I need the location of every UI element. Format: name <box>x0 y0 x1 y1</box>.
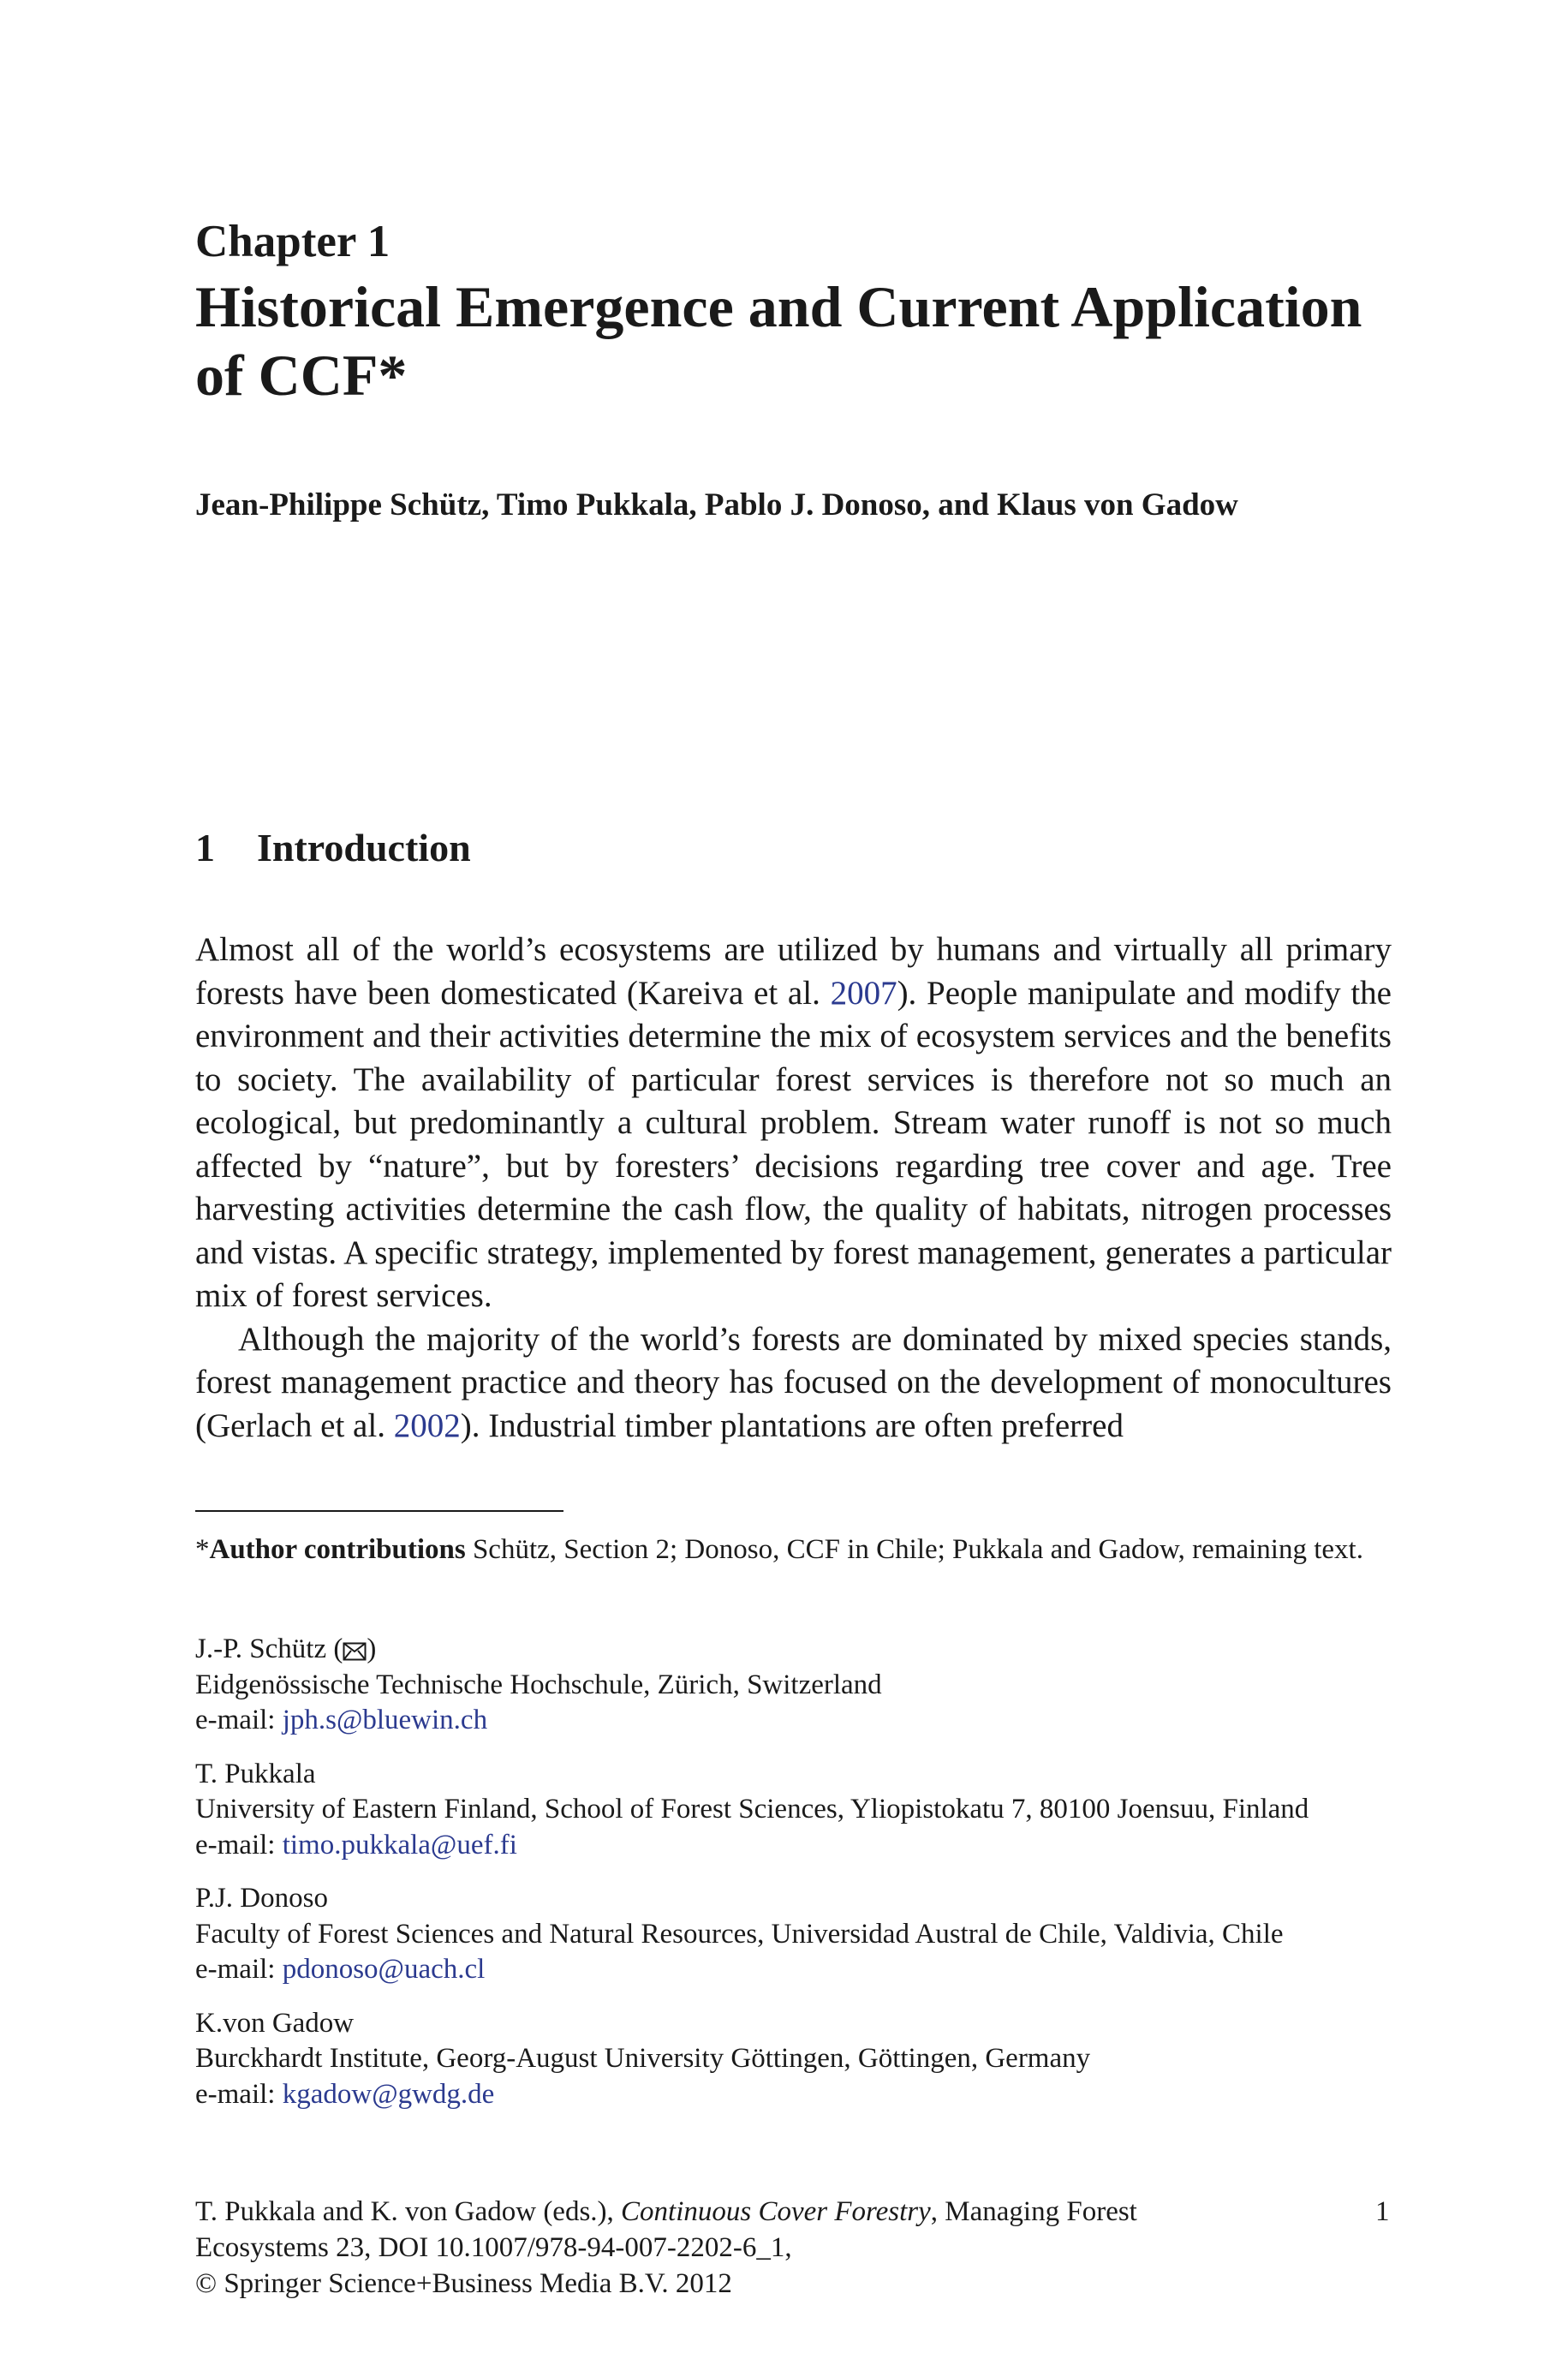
publication-line-3: © Springer Science+Business Media B.V. 2012 <box>195 2268 732 2299</box>
chapter-title: Historical Emergence and Current Application of CCF* <box>195 274 1362 408</box>
publication-info <box>195 2194 1223 2302</box>
affiliation-email-line: e-mail: kgadow@gwdg.de <box>195 2078 495 2110</box>
email-link[interactable]: kgadow@gwdg.de <box>282 2078 495 2110</box>
affiliation-name: T. Pukkala <box>195 1758 316 1789</box>
publication-line-2: Ecosystems 23, DOI 10.1007/978-94-007-2202-6_1, <box>195 2232 792 2263</box>
citation-link-2007[interactable]: 2007 <box>830 974 897 1012</box>
email-link[interactable]: pdonoso@uach.cl <box>282 1954 486 1985</box>
affiliations <box>195 1632 1392 2130</box>
envelope-icon <box>343 1642 367 1661</box>
affiliation-institution: University of Eastern Finland, School of Forest Sciences, Yliopistokatu 7, 80100 Joensuu, Finland <box>195 1794 1309 1825</box>
affiliation-institution: Faculty of Forest Sciences and Natural Resources, Universidad Austral de Chile, Valdivia, Chile <box>195 1918 1284 1950</box>
author-contributions-footnote <box>195 1532 1392 1568</box>
affiliation-email-line: e-mail: pdonoso@uach.cl <box>195 1954 486 1985</box>
paragraph-1 <box>195 929 1392 1318</box>
paragraph-2-text-a: Although the majority of the world’s forests are dominated by mixed species stands, forest management practice and theory has focused on the development of monocultures (Gerlach et al. <box>195 1320 1392 1444</box>
section-title: Introduction <box>257 826 471 869</box>
affiliation-email-line: e-mail: timo.pukkala@uef.fi <box>195 1829 517 1860</box>
section-heading <box>195 825 471 870</box>
book-title: Continuous Cover Forestry <box>621 2196 931 2227</box>
section-number: 1 <box>195 826 215 869</box>
author-list: Jean-Philippe Schütz, Timo Pukkala, Pablo J. Donoso, and Klaus von Gadow <box>195 487 1238 523</box>
footnote-heading: Author contributions <box>209 1534 466 1565</box>
publication-line-1: T. Pukkala and K. von Gadow (eds.), Continuous Cover Forestry, Managing Forest <box>195 2196 1137 2227</box>
footnote-divider <box>195 1510 563 1512</box>
footnote-marker: * <box>195 1534 210 1565</box>
page-number: 1 <box>1375 2196 1390 2227</box>
affiliation-name: P.J. Donoso <box>195 1883 328 1914</box>
body-text <box>195 929 1392 1448</box>
affiliation-pukkala <box>195 1757 1392 1864</box>
paragraph-1-text-b: ). People manipulate and modify the environment and their activities determine the mix of ecosystem services and the benefits to society. The availability of particular forest services is therefore not so much an ecological, but predominantly a cultural problem. Stream water runoff is not so much affected by “nature”, but by foresters’ decisions regarding tree cover and age. Tree harvesting activities determine the cash flow, the quality of habitats, nitrogen processes and vistas. A specific strategy, implemented by forest management, generates a particular mix of forest services. <box>195 974 1392 1314</box>
affiliation-schutz <box>195 1632 1392 1739</box>
affiliation-donoso <box>195 1881 1392 1988</box>
email-link[interactable]: timo.pukkala@uef.fi <box>282 1829 517 1860</box>
citation-link-2002[interactable]: 2002 <box>393 1406 461 1444</box>
paragraph-2-text-b: ). Industrial timber plantations are often preferred <box>460 1406 1124 1444</box>
footnote-text: Schütz, Section 2; Donoso, CCF in Chile; Pukkala and Gadow, remaining text. <box>465 1534 1363 1565</box>
affiliation-name: K.von Gadow <box>195 2007 355 2039</box>
affiliation-name: J.-P. Schütz ( ) <box>195 1633 377 1664</box>
affiliation-gadow <box>195 2006 1392 2113</box>
paragraph-2 <box>195 1318 1392 1448</box>
affiliation-institution: Burckhardt Institute, Georg-August University Göttingen, Göttingen, Germany <box>195 2043 1091 2074</box>
chapter-label: Chapter 1 <box>195 217 391 266</box>
email-link[interactable]: jph.s@bluewin.ch <box>282 1705 488 1735</box>
affiliation-institution: Eidgenössische Technische Hochschule, Zürich, Switzerland <box>195 1669 882 1700</box>
affiliation-email-line: e-mail: jph.s@bluewin.ch <box>195 1705 488 1735</box>
paragraph-1-text-a: Almost all of the world’s ecosystems are utilized by humans and virtually all primary forests have been domesticated (Kareiva et al. <box>195 931 1392 1012</box>
